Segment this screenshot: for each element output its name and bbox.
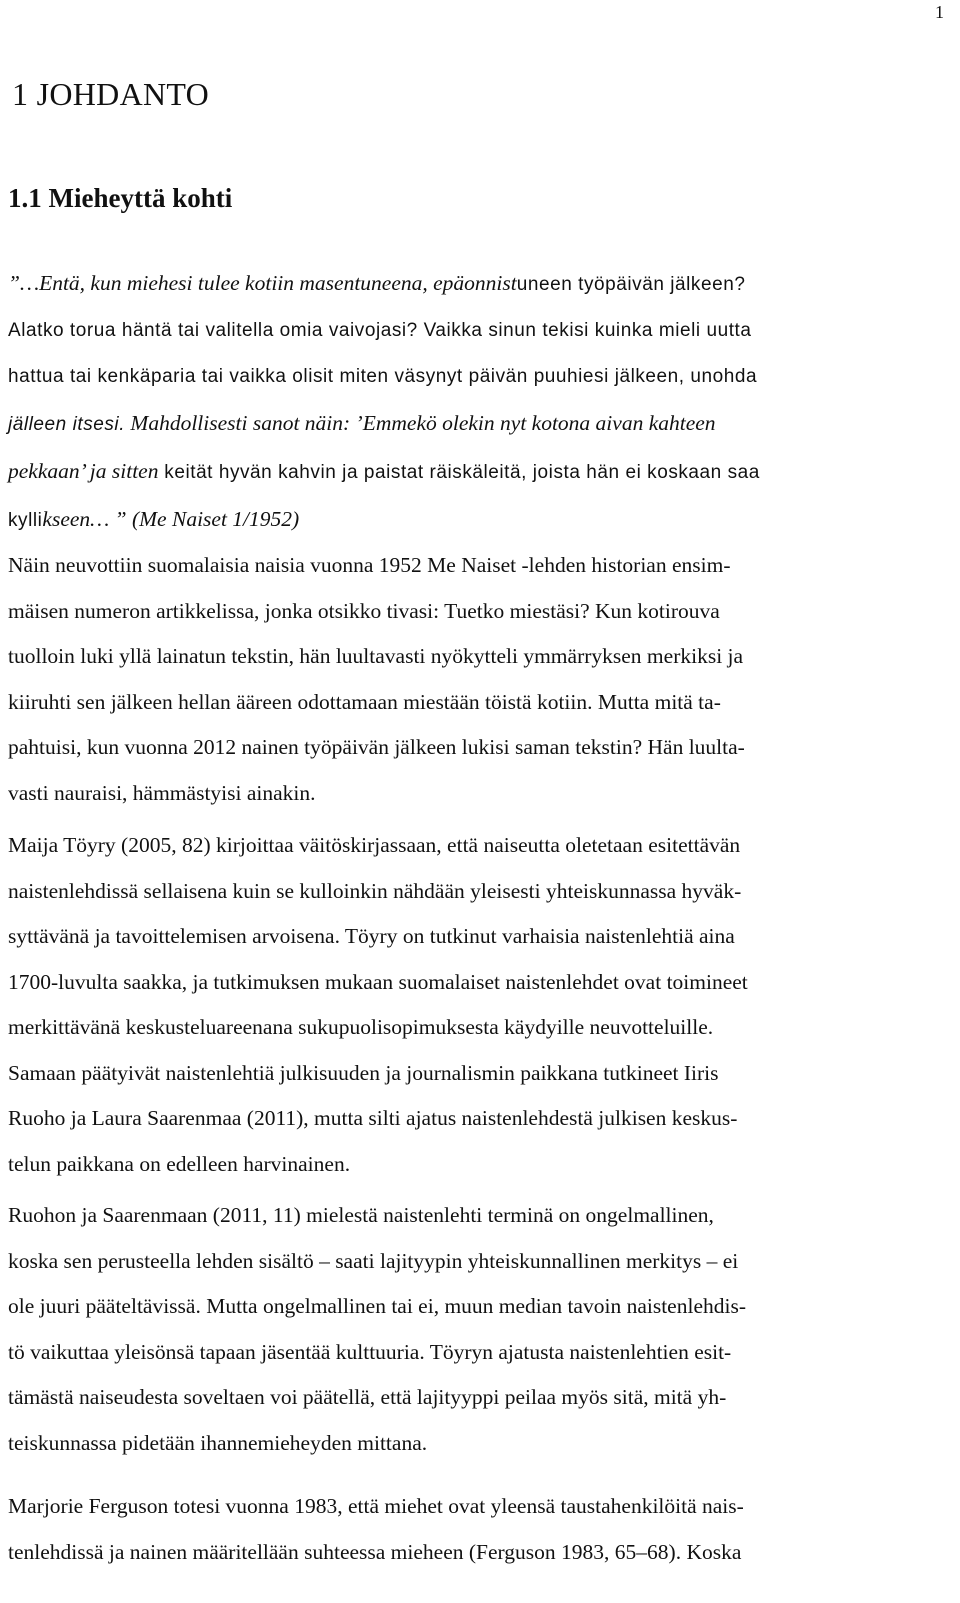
paragraph-line: koska sen perusteella lehden sisältö – saati lajityypin yhteiskunnallinen merkitys – ei <box>8 1248 739 1273</box>
quote-text-italic: kseen… ” (Me Naiset 1/1952) <box>42 507 300 531</box>
paragraph-line: 1700-luvulta saakka, ja tutkimuksen mukaan suomalaiset naistenlehdet ovat toimineet <box>8 969 748 994</box>
paragraph-line: naistenlehdissä sellaisena kuin se kulloinkin nähdään yleisesti yhteiskunnassa hyväk- <box>8 878 742 903</box>
paragraph-line: tuolloin luki yllä lainatun tekstin, hän luultavasti nyökytteli ymmärryksen merkiksi ja <box>8 644 744 668</box>
quote-text-italic: ”…Entä, kun miehesi tulee kotiin masentuneena, epäonnist <box>8 271 517 295</box>
paragraph-line: Ruohon ja Saarenmaan (2011, 11) mielestä naistenlehti terminä on ongelmallinen, <box>8 1203 714 1227</box>
paragraph-line: tö vaikuttaa yleisönsä tapaan jäsentää kulttuuria. Töyryn ajatusta naistenlehtien esit- <box>8 1339 732 1364</box>
quote-line <box>8 448 908 496</box>
paragraph-line: teiskunnassa pidetään ihannemieheyden mittana. <box>8 1430 428 1455</box>
paragraph-line: syttävänä ja tavoittelemisen arvoisena. Töyry on tutkinut varhaisia naistenlehtiä aina <box>8 924 735 948</box>
paragraph-line: mäisen numeron artikkelissa, jonka otsikko tivasi: Tuetko miestäsi? Kun kotirouva <box>8 598 720 623</box>
quote-text: keität hyvän kahvin ja paistat räiskäleitä, joista hän ei koskaan saa <box>158 462 760 483</box>
paragraph-line: Samaan päätyivät naistenlehtiä julkisuuden ja journalismin paikkana tutkineet Iiris <box>8 1060 719 1085</box>
paragraph-line: Ruoho ja Laura Saarenmaa (2011), mutta silti ajatus naistenlehdestä julkisen keskus- <box>8 1106 738 1130</box>
quote-text: uneen työpäivän jälkeen? <box>516 274 746 295</box>
paragraph <box>8 543 908 816</box>
paragraph-line: Maija Töyry (2005, 82) kirjoittaa väitöskirjassaan, että naiseutta oletetaan esitettävän <box>8 833 741 857</box>
quote-text: kylli <box>8 510 43 531</box>
paragraph-line: vasti nauraisi, hämmästyisi ainakin. <box>8 780 316 805</box>
paragraph-line: pahtuisi, kun vuonna 2012 nainen työpäivän jälkeen lukisi saman tekstin? Hän luulta- <box>8 735 745 759</box>
paragraph-line: ole juuri pääteltävissä. Mutta ongelmallinen tai ei, muun median tavoin naistenlehdis- <box>8 1294 746 1318</box>
paragraph-line: Näin neuvottiin suomalaisia naisia vuonna 1952 Me Naiset -lehden historian ensim- <box>8 553 731 577</box>
quote-line: Alatko torua häntä tai valitella omia vaivojasi? Vaikka sinun tekisi kuinka mieli uutta <box>8 320 752 341</box>
paragraph <box>8 1484 908 1575</box>
quote-line <box>8 496 908 544</box>
block-quote <box>8 260 908 544</box>
quote-text-italic: Mahdollisesti sanot näin: ’Emmekö olekin nyt kotona aivan kahteen <box>125 411 716 435</box>
quote-line <box>8 260 908 308</box>
paragraph-line: kiiruhti sen jälkeen hellan ääreen odottamaan miestään töistä kotiin. Mutta mitä ta- <box>8 689 721 714</box>
paragraph-line: tenlehdissä ja nainen määritellään suhteessa mieheen (Ferguson 1983, 65–68). Koska <box>8 1539 742 1564</box>
paragraph-line: telun paikkana on edelleen harvinainen. <box>8 1151 351 1176</box>
quote-text: jälleen itsesi. <box>8 414 126 435</box>
section-title: 1.1 Mieheyttä kohti <box>8 183 233 213</box>
quote-line <box>8 400 908 448</box>
page-number: 1 <box>935 2 944 22</box>
paragraph-line: merkittävänä keskusteluareenana sukupuolisopimuksesta käydyille neuvotteluille. <box>8 1015 714 1039</box>
paragraph-line: tämästä naiseudesta soveltaen voi päätellä, että lajityyppi peilaa myös sitä, mitä yh- <box>8 1385 727 1409</box>
quote-line: hattua tai kenkäparia tai vaikka olisit miten väsynyt päivän puuhiesi jälkeen, unohda <box>8 366 758 387</box>
quote-text-italic: pekkaan’ ja sitten <box>8 459 159 483</box>
paragraph <box>8 823 908 1187</box>
paragraph-line: Marjorie Ferguson totesi vuonna 1983, että miehet ovat yleensä taustahenkilöitä nais- <box>8 1494 744 1518</box>
paragraph <box>8 1193 908 1466</box>
chapter-title: 1 JOHDANTO <box>12 76 210 112</box>
